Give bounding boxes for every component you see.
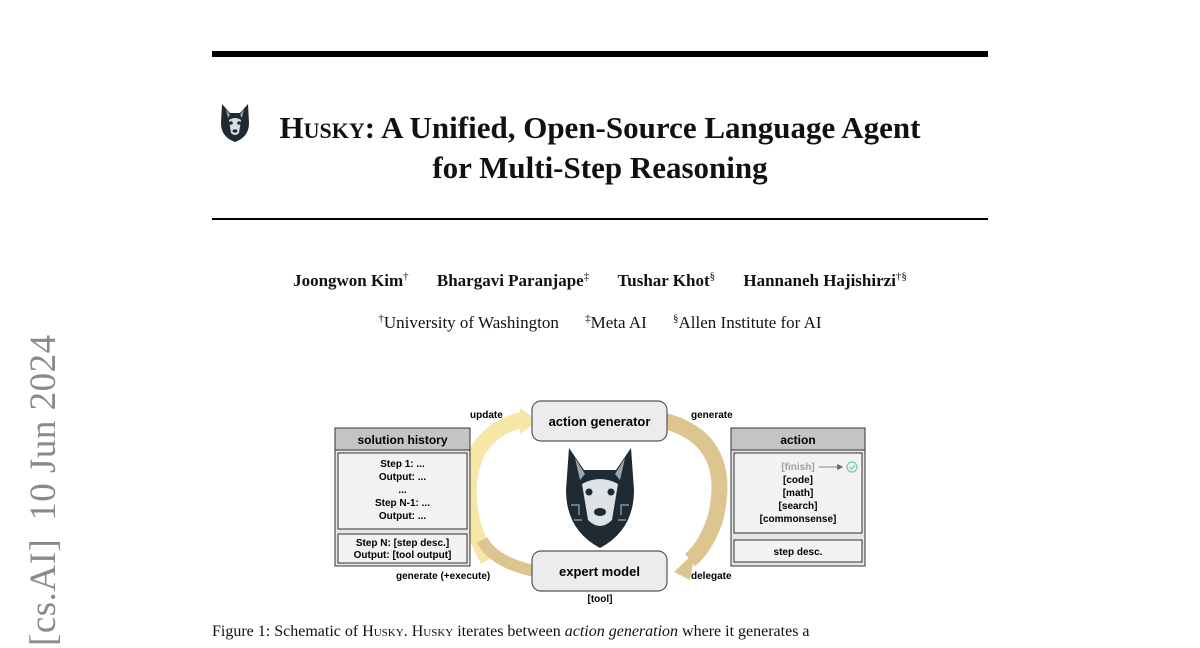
author: Joongwon Kim† [293, 270, 409, 290]
history-line: ... [398, 485, 407, 496]
author: Tushar Khot§ [617, 270, 716, 290]
step-desc-box: step desc. [773, 547, 823, 558]
generate-execute-label: generate (+execute) [396, 571, 491, 582]
history-line: Output: ... [378, 511, 427, 522]
tool-action: [math] [782, 488, 814, 499]
generate-arrow [665, 421, 719, 560]
history-line: Step N-1: ... [374, 498, 431, 509]
tool-action: [commonsense] [759, 514, 837, 525]
figure-caption: Figure 1: Schematic of Husky. Husky iterates between action generation where it generates a [212, 623, 810, 640]
update-arrow [469, 420, 522, 560]
arxiv-date: 10 Jun 2024 [23, 334, 64, 521]
author-list [212, 270, 988, 291]
action-generator-label: action generator [548, 414, 651, 429]
action-panel [731, 428, 865, 566]
arxiv-category: [cs.AI] [23, 538, 64, 646]
delegate-label: delegate [691, 571, 732, 582]
title-husky-name: Husky [279, 110, 365, 145]
figure-1-schematic [330, 395, 870, 605]
update-label: update [470, 410, 503, 421]
tool-action: [search] [778, 501, 818, 512]
affiliation: ‡Meta AI [585, 312, 647, 332]
title-line1-rest: : A Unified, Open-Source Language Agent [364, 110, 921, 145]
tool-action: [code] [783, 475, 813, 486]
solution-history-header: solution history [357, 433, 448, 447]
arxiv-side-tag [22, 316, 65, 646]
title-bottom-rule [212, 218, 988, 220]
author: Bhargavi Paranjape‡ [436, 270, 590, 290]
current-step-line: Step N: [step desc.] [355, 538, 450, 549]
action-header: action [780, 433, 816, 447]
history-line: Output: ... [378, 472, 427, 483]
tool-label: [tool] [587, 594, 613, 605]
paper-title [212, 108, 988, 188]
generate-label: generate [691, 410, 733, 421]
expert-model-label: expert model [559, 564, 640, 579]
current-output-line: Output: [tool output] [353, 550, 452, 561]
top-thick-rule [212, 51, 988, 57]
affiliation: †University of Washington [378, 312, 559, 332]
husky-mascot-icon [566, 448, 634, 548]
author: Hannaneh Hajishirzi†§ [743, 270, 907, 290]
affiliation-list [212, 312, 988, 333]
title-line2: for Multi-Step Reasoning [432, 150, 768, 185]
finish-action: [finish] [781, 462, 815, 473]
solution-history-panel [335, 428, 470, 566]
affiliation: §Allen Institute for AI [673, 312, 822, 332]
history-line: Step 1: ... [380, 459, 425, 470]
